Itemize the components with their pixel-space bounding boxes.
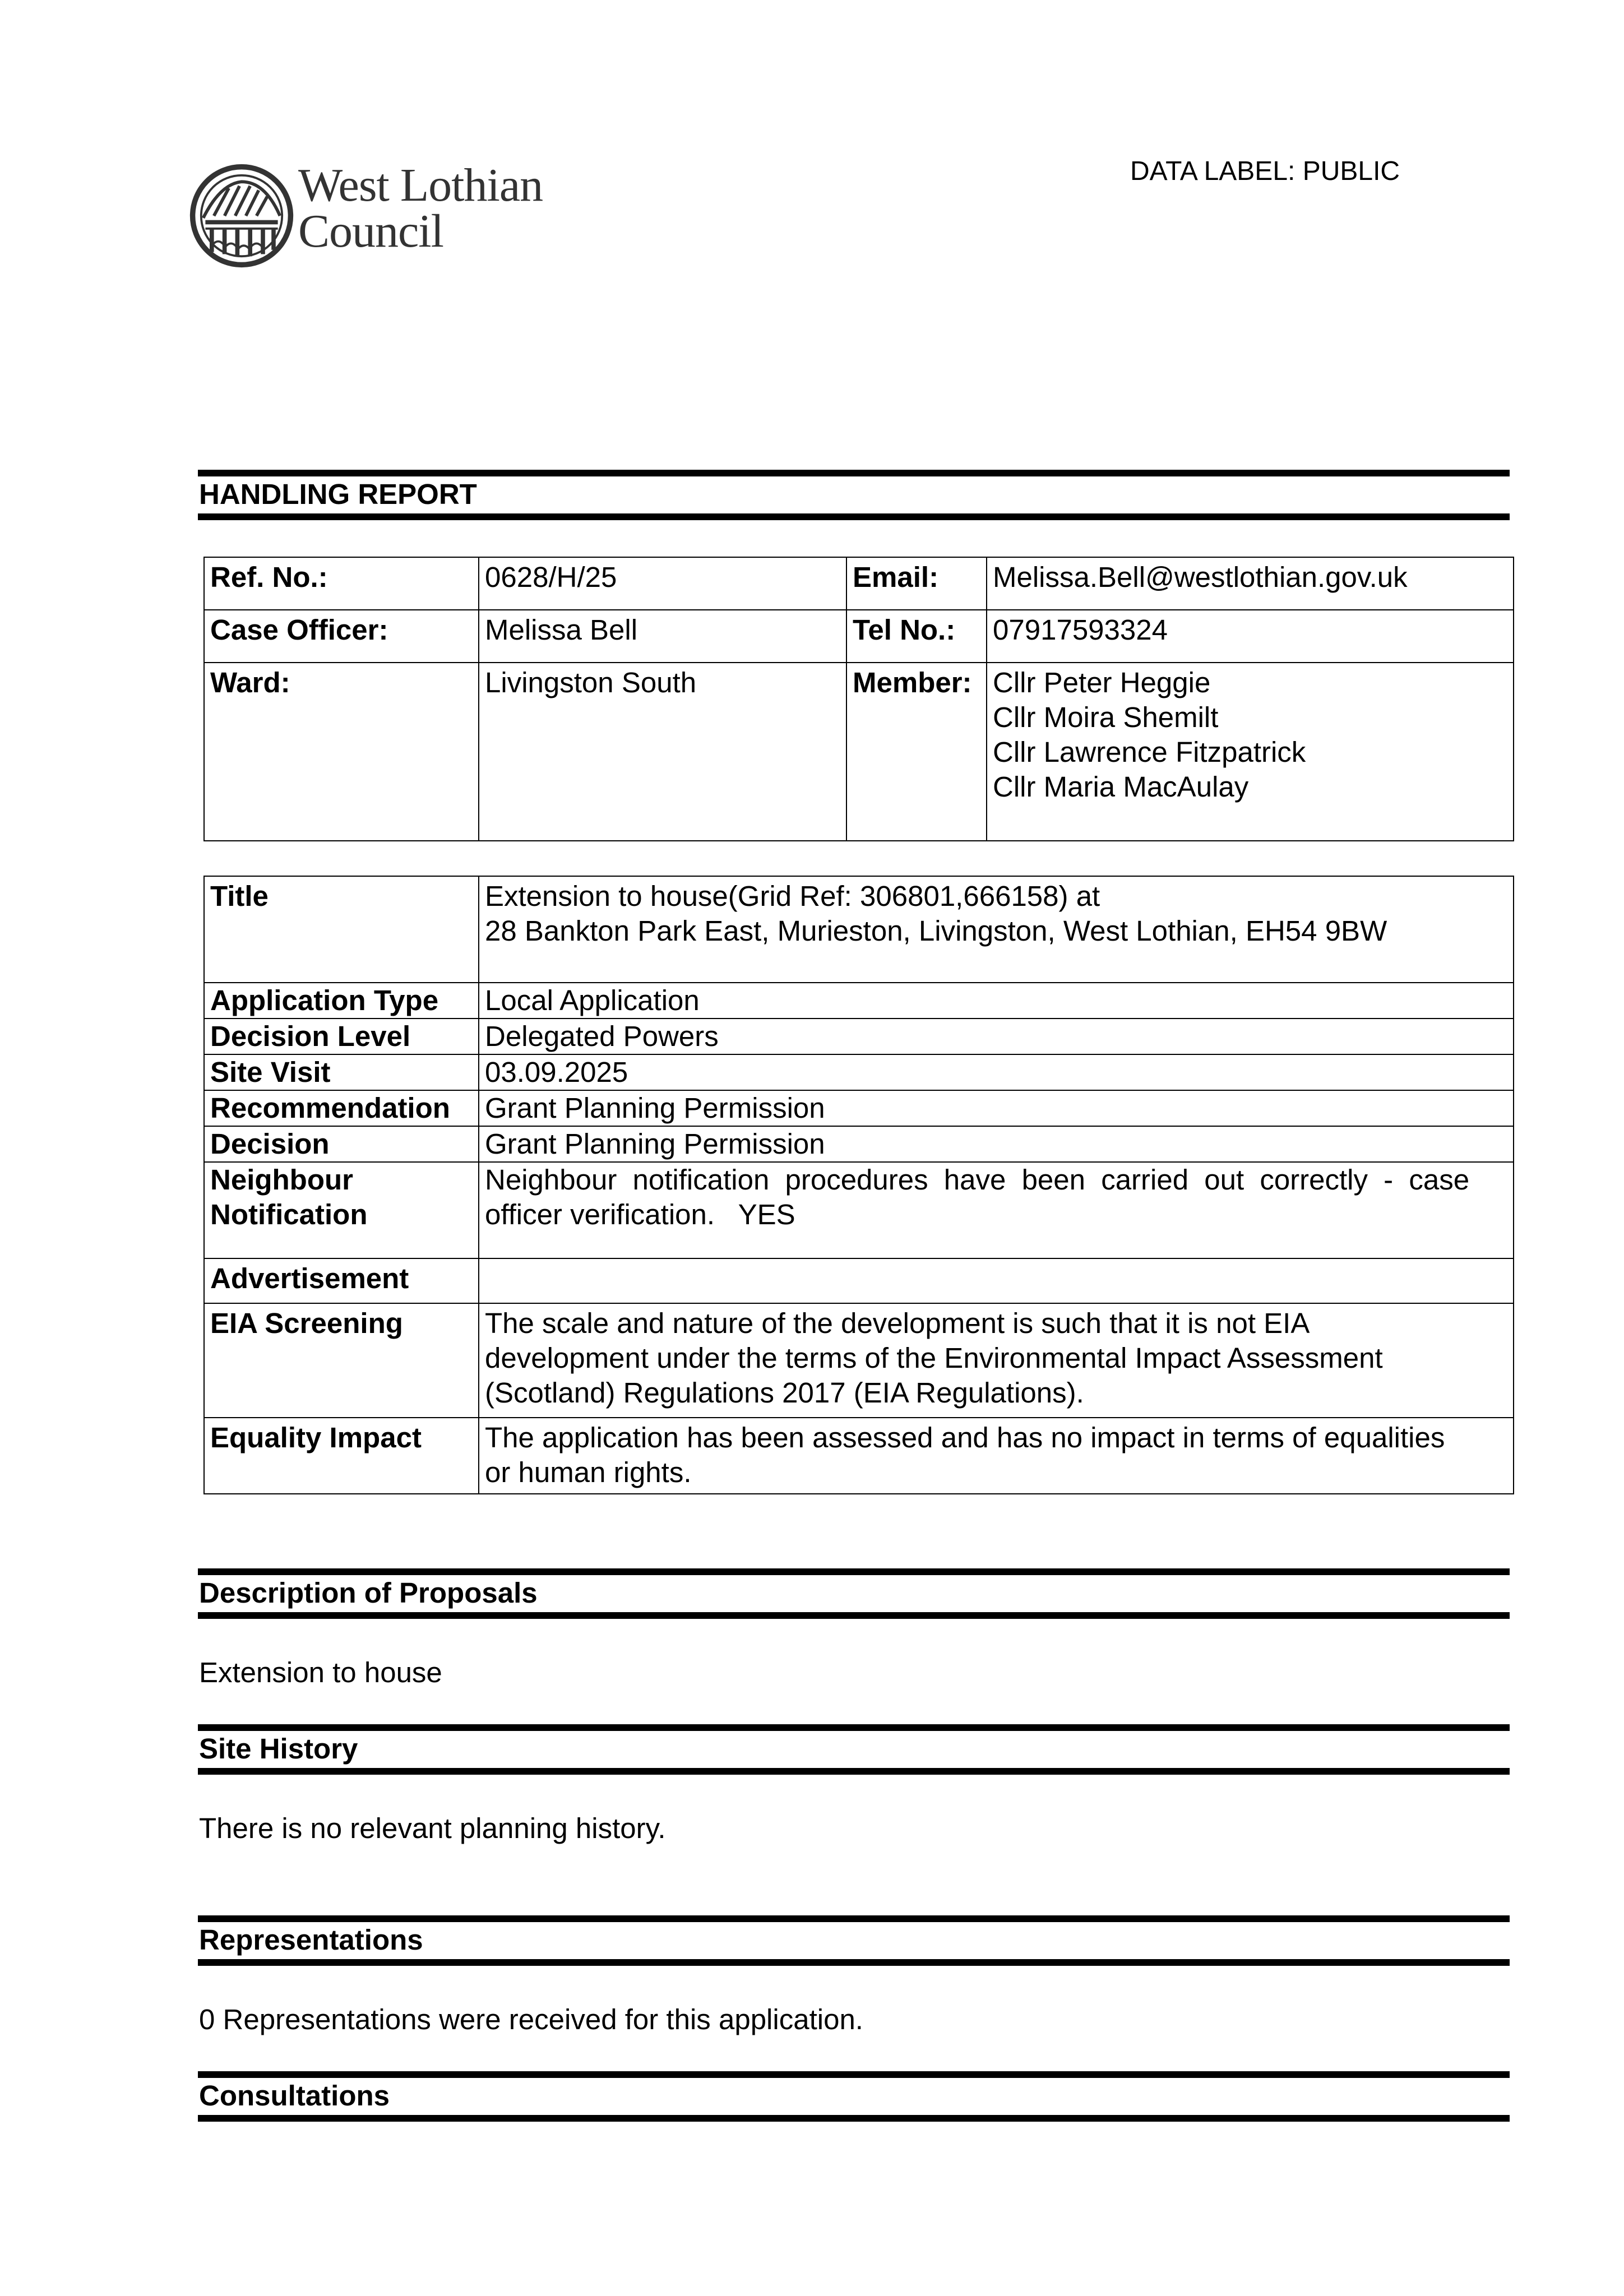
member-name: Cllr Moira Shemilt [993, 701, 1219, 733]
email-label: Email: [846, 557, 987, 610]
logo-line-1: West Lothian [298, 159, 543, 211]
eia-line: (Scotland) Regulations 2017 (EIA Regulations). [485, 1377, 1084, 1409]
description-text: Extension to house [199, 1656, 442, 1688]
site-visit-label: Site Visit [204, 1054, 479, 1090]
site-visit-value: 03.09.2025 [479, 1054, 1514, 1090]
application-type-value: Local Application [479, 983, 1514, 1019]
member-name: Cllr Peter Heggie [993, 666, 1211, 698]
neighbour-line: Neighbour notification procedures have been carried out correctly - case [485, 1164, 1470, 1196]
tel-label: Tel No.: [846, 610, 987, 663]
ref-label: Ref. No.: [204, 557, 479, 610]
advertisement-label: Advertisement [204, 1258, 479, 1303]
description-title: Description of Proposals [199, 1577, 538, 1609]
equality-impact-value [479, 1418, 1514, 1494]
logo-line-2: Council [298, 205, 443, 257]
decision-label: Decision [204, 1126, 479, 1162]
history-title: Site History [199, 1733, 358, 1765]
table-row [204, 983, 1514, 1019]
recommendation-value: Grant Planning Permission [479, 1090, 1514, 1126]
neighbour-notification-label [204, 1162, 479, 1258]
email-value: Melissa.Bell@westlothian.gov.uk [987, 557, 1514, 610]
table-row [204, 1054, 1514, 1090]
case-officer-value: Melissa Bell [479, 610, 846, 663]
viaduct-emblem-icon [188, 163, 295, 269]
table-row [204, 876, 1514, 983]
equality-line: or human rights. [485, 1456, 692, 1488]
label-line: Notification [210, 1198, 368, 1230]
decision-level-label: Decision Level [204, 1019, 479, 1054]
table-row [204, 557, 1514, 610]
table-row [204, 1303, 1514, 1418]
decision-level-value: Delegated Powers [479, 1019, 1514, 1054]
case-officer-label: Case Officer: [204, 610, 479, 663]
section-rule-bottom [198, 1768, 1510, 1775]
title-value [479, 876, 1514, 983]
table-row [204, 1126, 1514, 1162]
recommendation-label: Recommendation [204, 1090, 479, 1126]
table-row [204, 1019, 1514, 1054]
eia-screening-value [479, 1303, 1514, 1418]
table-row [204, 1090, 1514, 1126]
table-row [204, 1418, 1514, 1494]
member-name: Cllr Lawrence Fitzpatrick [993, 736, 1306, 768]
history-text: There is no relevant planning history. [199, 1812, 666, 1844]
equality-impact-label: Equality Impact [204, 1418, 479, 1494]
member-name: Cllr Maria MacAulay [993, 771, 1249, 803]
officer-details-table [203, 557, 1514, 841]
neighbour-notification-value [479, 1162, 1514, 1258]
section-rule-top [198, 1724, 1510, 1731]
consultations-title: Consultations [199, 2080, 390, 2112]
section-rule-bottom [198, 1612, 1510, 1619]
representations-text: 0 Representations were received for this application. [199, 2003, 863, 2035]
decision-value: Grant Planning Permission [479, 1126, 1514, 1162]
ref-value: 0628/H/25 [479, 557, 846, 610]
members-list [987, 663, 1514, 841]
eia-line: The scale and nature of the development is such that it is not EIA [485, 1307, 1310, 1339]
section-rule-bottom [198, 1959, 1510, 1966]
ward-value: Livingston South [479, 663, 846, 841]
application-type-label: Application Type [204, 983, 479, 1019]
table-row [204, 610, 1514, 663]
application-details-table [203, 876, 1514, 1494]
ward-label: Ward: [204, 663, 479, 841]
equality-line: The application has been assessed and has no impact in terms of equalities [485, 1422, 1445, 1453]
title-label: Title [204, 876, 479, 983]
label-line: Neighbour [210, 1164, 353, 1196]
neighbour-line: officer verification. YES [485, 1198, 795, 1230]
table-row [204, 1258, 1514, 1303]
title-line: Extension to house(Grid Ref: 306801,666158) at [485, 880, 1100, 912]
west-lothian-council-logo [188, 159, 570, 269]
representations-title: Representations [199, 1924, 423, 1956]
section-rule-top [198, 470, 1510, 476]
table-row [204, 1162, 1514, 1258]
report-title: HANDLING REPORT [199, 478, 477, 510]
section-rule-bottom [198, 513, 1510, 520]
table-row [204, 663, 1514, 841]
advertisement-value [479, 1258, 1514, 1303]
title-line: 28 Bankton Park East, Murieston, Livingston, West Lothian, EH54 9BW [485, 915, 1387, 947]
member-label: Member: [846, 663, 987, 841]
section-rule-top [198, 2071, 1510, 2078]
eia-line: development under the terms of the Environmental Impact Assessment [485, 1342, 1383, 1374]
data-label: DATA LABEL: PUBLIC [1130, 156, 1400, 186]
section-rule-top [198, 1915, 1510, 1922]
logo-wordmark [298, 159, 543, 257]
eia-screening-label: EIA Screening [204, 1303, 479, 1418]
tel-value: 07917593324 [987, 610, 1514, 663]
section-rule-bottom [198, 2115, 1510, 2122]
section-rule-top [198, 1568, 1510, 1575]
